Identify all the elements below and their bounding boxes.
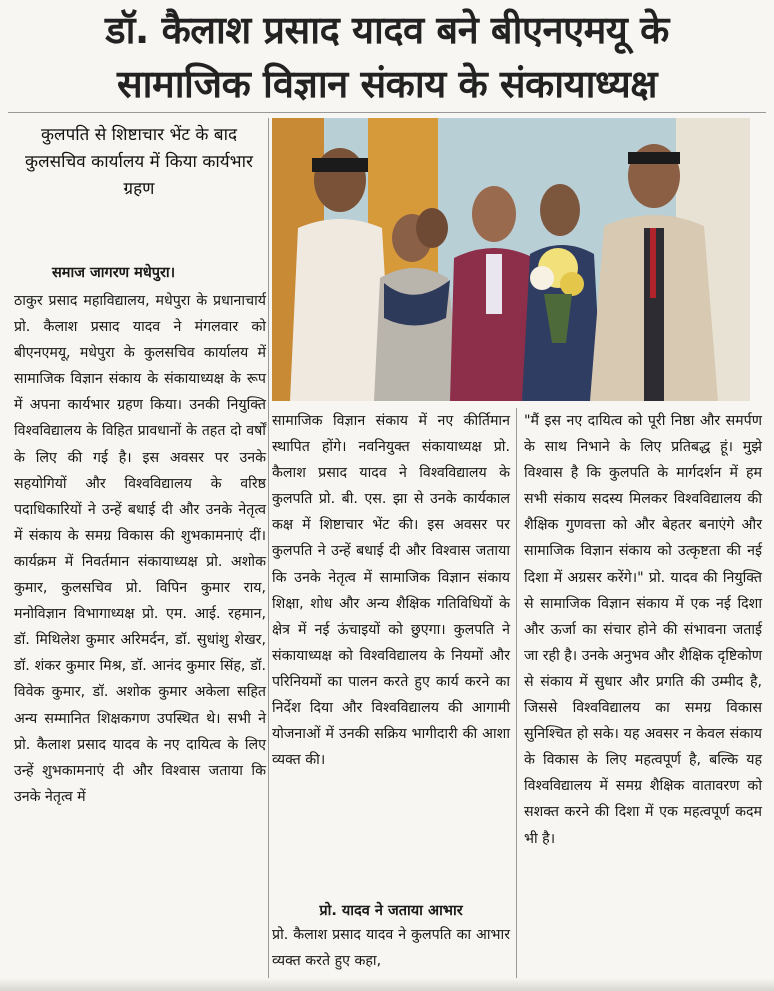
dateline: समाज जागरण मधेपुरा।: [52, 265, 176, 281]
article-column-1: [14, 288, 266, 810]
crosshead: प्रो. यादव ने जताया आभार: [319, 903, 463, 919]
article-column-2: [272, 408, 510, 773]
column-divider-2: [516, 408, 517, 978]
article-column-3: [524, 408, 762, 852]
photo-people-bouquet-icon: [272, 118, 750, 401]
headline-line-1: डॉ. कैलाश प्रसाद यादव बने बीएनएमयू के: [105, 8, 669, 52]
column-1-text: ठाकुर प्रसाद महाविद्यालय, मधेपुरा के प्रधानाचार्य प्रो. कैलाश प्रसाद यादव ने मंगलवार को बीएनएमयू, मधेपुरा के कुलसचिव कार्यालय में सामाजिक विज्ञान संकाय के संकायाध्यक्ष के रूप में अपना कार्यभार ग्रहण किया। उनकी नियुक्ति विश्वविद्यालय के विहित प्रावधानों के तहत दो वर्षों के लिए की गई है। इस अवसर पर उनके सहयोगियों और विश्वविद्यालय के वरिष्ठ पदाधिकारियों ने उन्हें बधाई दी और उनके नेतृत्व में संकाय के समग्र विकास की शुभकामनाएं दीं। कार्यक्रम में निवर्तमान संकायाध्यक्ष प्रो. अशोक कुमार, कुलसचिव प्रो. विपिन कुमार राय, मनोविज्ञान विभागाध्यक्ष प्रो. एम. आई. रहमान, डॉ. मिथिलेश कुमार अरिमर्दन, डॉ. सुधांशु शेखर, डॉ. शंकर कुमार मिश्र, डॉ. आनंद कुमार सिंह, डॉ. विवेक कुमार, डॉ. अशोक कुमार अकेला सहित अन्य सम्मानित शिक्षकगण उपस्थित थे। सभी ने प्रो. कैलाश प्रसाद यादव के नए दायित्व के लिए उन्हें शुभकामनाएं दी और विश्वास जताया कि उनके नेतृत्व में: [14, 293, 266, 805]
column-2-text: सामाजिक विज्ञान संकाय में नए कीर्तिमान स्थापित होंगे। नवनियुक्त संकायाध्यक्ष प्रो. कैलाश प्रसाद यादव ने विश्वविद्यालय के कुलपति प्रो. बी. एस. झा से उनके कार्यकाल कक्ष में शिष्टाचार भेंट की। इस अवसर पर कुलपति ने उन्हें बधाई दी और विश्वास जताया कि उनके नेतृत्व में सामाजिक विज्ञान संकाय शिक्षा, शोध और अन्य शैक्षिक गतिविधियों के क्षेत्र में नई ऊंचाइयों को छुएगा। कुलपति ने संकायाध्यक्ष को विश्वविद्यालय के नियमों और परिनियमों का पालन करते हुए कार्य करने का निर्देश दिया और विश्वविद्यालय की आगामी योजनाओं में उनकी सक्रिय भागीदारी की आशा व्यक्त की।: [272, 413, 510, 769]
column-divider-1: [268, 118, 269, 978]
subheadline: कुलपति से शिष्टाचार भेंट के बाद कुलसचिव कार्यालय में किया कार्यभार ग्रहण: [25, 125, 253, 199]
article-column-2-continued: [272, 922, 510, 974]
next-article-edge: [0, 978, 774, 991]
column-3-text: "मैं इस नए दायित्व को पूरी निष्ठा और समर्पण के साथ निभाने के लिए प्रतिबद्ध हूं। मुझे विश्वास है कि कुलपति के मार्गदर्शन में हम सभी संकाय सदस्य मिलकर विश्वविद्यालय की शैक्षिक गुणवत्ता को और बेहतर बनाएंगे और सामाजिक विज्ञान संकाय को उत्कृष्टता की नई दिशा में अग्रसर करेंगे।" प्रो. यादव की नियुक्ति से सामाजिक विज्ञान संकाय में एक नई दिशा और ऊर्जा का संचार होने की संभावना जताई जा रही है। उनके अनुभव और शैक्षिक दृष्टिकोण से संकाय में सुधार और प्रगति की उम्मीद है, जिससे विश्वविद्यालय का समग्र विकास सुनिश्चित हो सके। यह अवसर न केवल संकाय के विकास के लिए महत्वपूर्ण है, बल्कि यह विश्वविद्यालय में समग्र शैक्षिक वातावरण को सशक्त करने की दिशा में एक महत्वपूर्ण कदम भी है।: [524, 413, 762, 847]
headline-line-2: सामाजिक विज्ञान संकाय के संकायाध्यक्ष: [116, 62, 658, 106]
column-2-continued-text: प्रो. कैलाश प्रसाद यादव ने कुलपति का आभार व्यक्त करते हुए कहा,: [272, 927, 510, 970]
news-photo: [272, 118, 750, 401]
headline-divider: [8, 112, 766, 113]
